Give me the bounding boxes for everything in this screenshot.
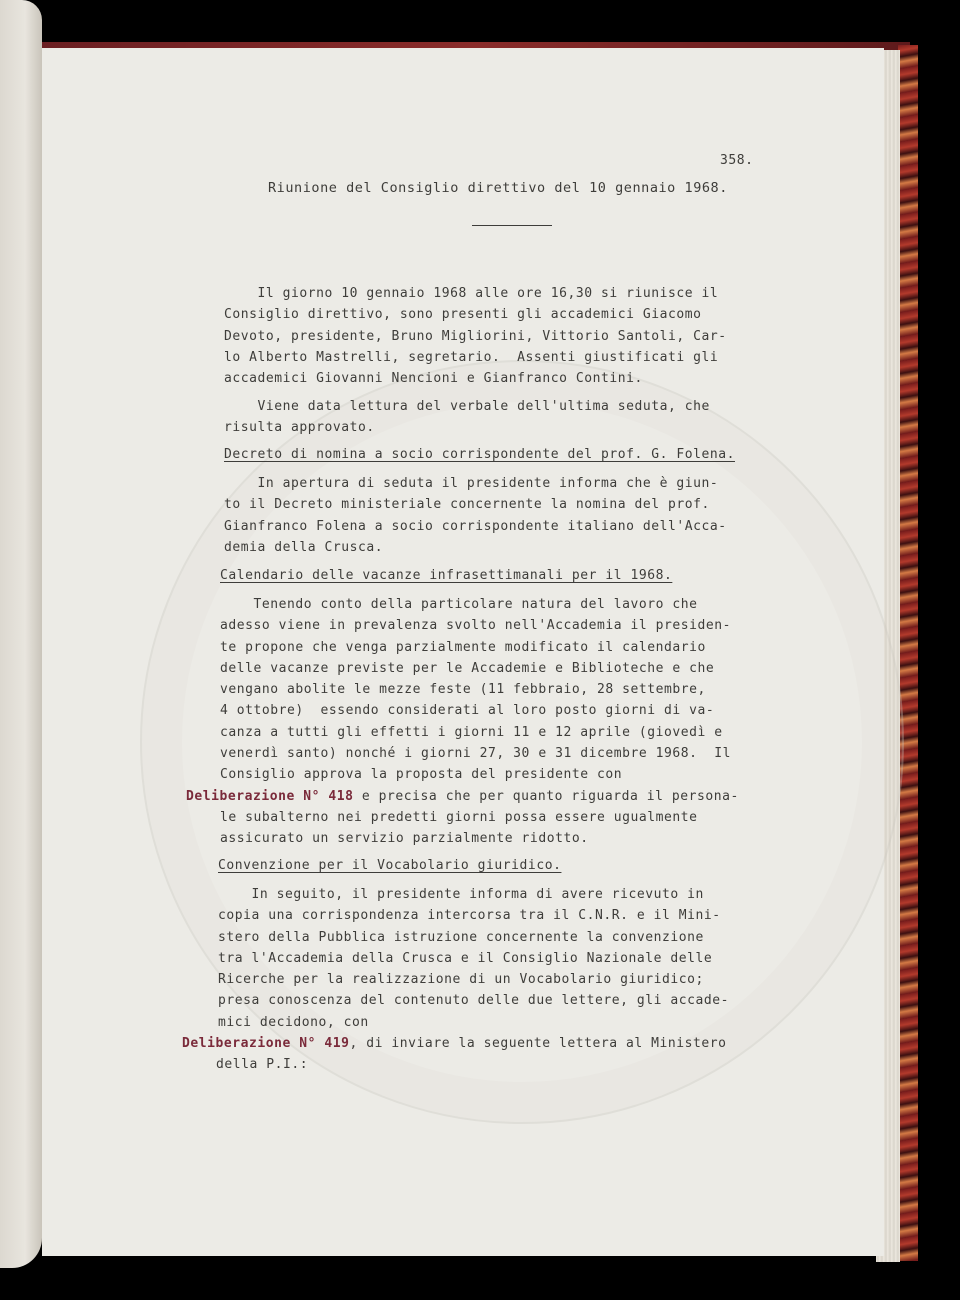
paragraph-vocabulary xyxy=(218,884,729,1033)
paragraph-vocabulary-end xyxy=(216,1054,308,1075)
text-line: assicurato un servizio parzialmente ridotto. xyxy=(220,831,589,847)
deliberation-418-text: e precisa che per quanto riguarda il persona- xyxy=(353,789,739,804)
text-line: to il Decreto ministeriale concernente la nomina del prof. xyxy=(224,497,710,513)
deliberation-418-label: Deliberazione N° 418 xyxy=(186,789,354,804)
text-line: Il giorno 10 gennaio 1968 alle ore 16,30 si riunisce il xyxy=(224,286,719,301)
text-line: tra l'Accademia della Crusca e il Consiglio Nazionale delle xyxy=(218,950,713,966)
deliberation-419-line xyxy=(182,1033,727,1054)
text-line: stero della Pubblica istruzione concernente la convenzione xyxy=(218,929,704,945)
section-heading-calendar: Calendario delle vacanze infrasettimanali per il 1968. xyxy=(220,568,673,583)
paragraph-calendar-end xyxy=(220,807,697,850)
marbled-edge xyxy=(898,45,918,1261)
text-line: canza a tutti gli effetti i giorni 11 e 12 aprile (giovedì e xyxy=(220,724,723,740)
text-line: mici decidono, con xyxy=(218,1014,369,1030)
text-line: demia della Crusca. xyxy=(224,539,384,555)
text-line: Consiglio approva la proposta del presidente con xyxy=(220,767,623,783)
text-line: Gianfranco Folena a socio corrispondente italiano dell'Acca- xyxy=(224,518,727,534)
text-line: adesso viene in prevalenza svolto nell'Accademia il presiden- xyxy=(220,618,731,634)
paragraph-folena xyxy=(224,473,727,558)
text-line: vengano abolite le mezze feste (11 febbraio, 28 settembre, xyxy=(220,682,706,698)
section-heading-folena: Decreto di nomina a socio corrispondente del prof. G. Folena. xyxy=(224,447,735,462)
page-number: 358. xyxy=(720,153,754,168)
paragraph-minutes xyxy=(224,396,710,439)
text-line: risulta approvato. xyxy=(224,420,375,436)
page-title: Riunione del Consiglio direttivo del 10 gennaio 1968. xyxy=(268,180,728,196)
text-line: 4 ottobre) essendo considerati al loro posto giorni di va- xyxy=(220,703,715,719)
text-line: Viene data lettura del verbale dell'ultima seduta, che xyxy=(224,399,710,414)
text-line: copia una corrispondenza intercorsa tra il C.N.R. e il Mini- xyxy=(218,908,721,924)
text-line: Tenendo conto della particolare natura del lavoro che xyxy=(220,597,698,612)
text-line: te propone che venga parzialmente modificato il calendario xyxy=(220,639,706,655)
text-line: accademici Giovanni Nencioni e Gianfranco Contini. xyxy=(224,371,643,387)
paragraph-attendance xyxy=(224,283,727,389)
deliberation-418-line xyxy=(186,786,739,807)
text-line: Ricerche per la realizzazione di un Vocabolario giuridico; xyxy=(218,972,704,988)
section-heading-vocabulary: Convenzione per il Vocabolario giuridico. xyxy=(218,858,562,873)
title-divider xyxy=(472,225,552,226)
text-line: delle vacanze previste per le Accademie e Biblioteche e che xyxy=(220,660,715,676)
text-line: Consiglio direttivo, sono presenti gli accademici Giacomo xyxy=(224,307,702,323)
paragraph-calendar xyxy=(220,594,731,786)
text-line: lo Alberto Mastrelli, segretario. Assenti giustificati gli xyxy=(224,349,719,365)
text-line: le subalterno nei predetti giorni possa essere ugualmente xyxy=(220,810,698,825)
text-line: In seguito, il presidente informa di avere ricevuto in xyxy=(218,887,704,902)
text-line: Devoto, presidente, Bruno Migliorini, Vittorio Santoli, Car- xyxy=(224,328,727,344)
text-line: In apertura di seduta il presidente informa che è giun- xyxy=(224,476,719,491)
text-line: presa conoscenza del contenuto delle due lettere, gli accade- xyxy=(218,993,729,1009)
deliberation-419-text: , di inviare la seguente lettera al Ministero xyxy=(349,1036,727,1051)
text-line: della P.I.: xyxy=(216,1057,309,1072)
deliberation-419-label: Deliberazione N° 419 xyxy=(182,1036,350,1051)
left-page-curl xyxy=(0,0,42,1268)
text-line: venerdì santo) nonché i giorni 27, 30 e 31 dicembre 1968. Il xyxy=(220,746,731,762)
